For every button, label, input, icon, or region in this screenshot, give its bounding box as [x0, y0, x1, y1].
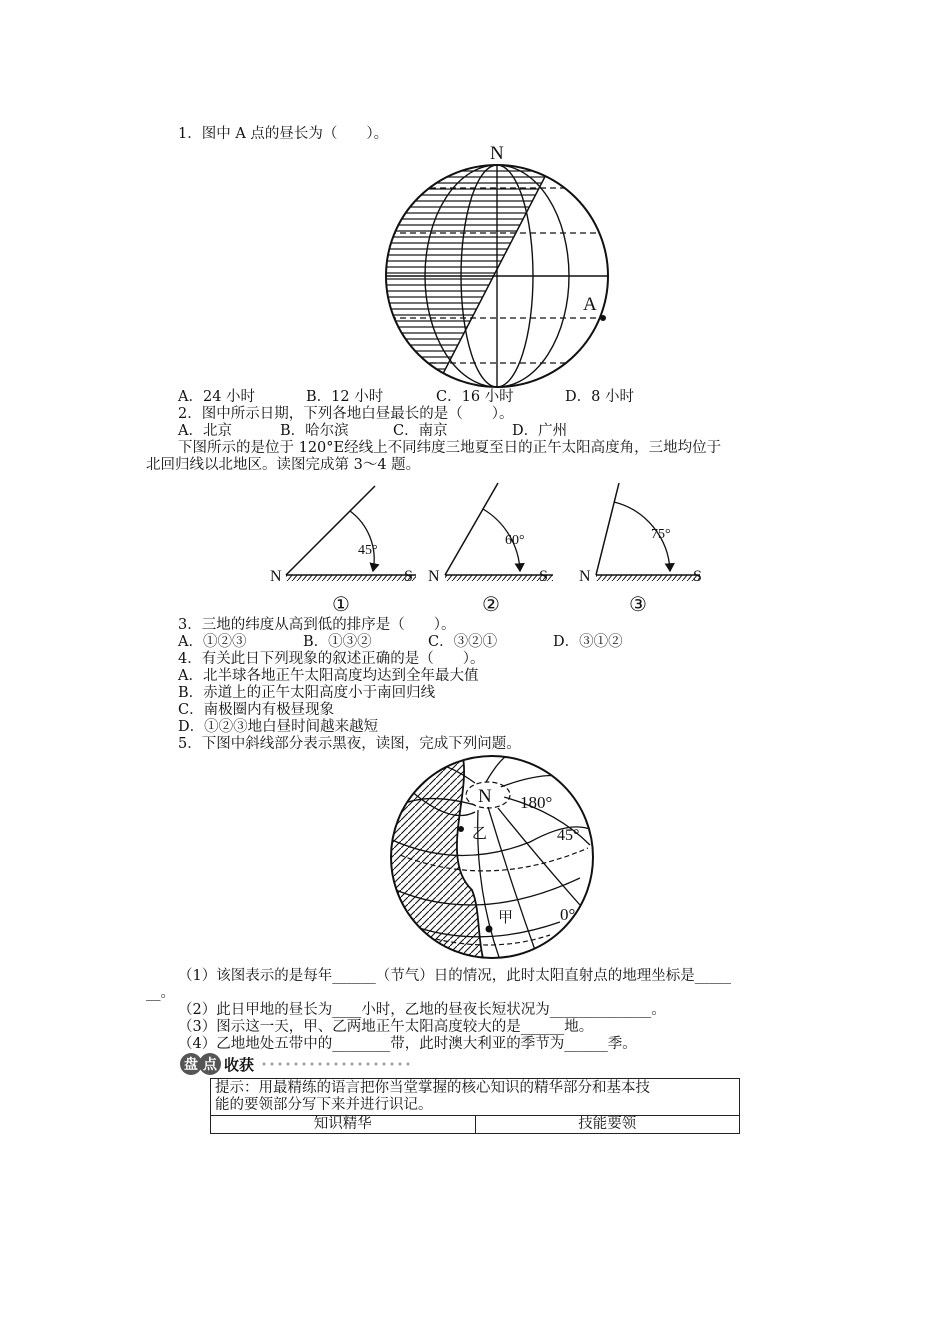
globe2-yi: 乙 — [472, 826, 488, 842]
q2-option-b: B．哈尔滨 — [280, 423, 349, 439]
globe2-jia: 甲 — [498, 910, 514, 926]
q1-option-a: A．24 小时 — [178, 389, 256, 405]
q4-option-d: D．①②③地白昼时间越来越短 — [178, 719, 379, 735]
d1-north: N — [270, 568, 282, 585]
d2-south: S — [539, 568, 548, 585]
intro-line-2: 北回归线以北地区。读图完成第 3～4 题。 — [146, 457, 421, 473]
tip-line-1: 提示：用最精练的语言把你当堂掌握的核心知识的精华部分和基本技 — [215, 1080, 650, 1096]
column-skills: 技能要领 — [475, 1116, 740, 1134]
logo-tail: 收获 — [224, 1055, 255, 1074]
q3-stem: 3．三地的纬度从高到低的排序是（ ）。 — [178, 617, 456, 633]
sun-angle-diagrams — [268, 478, 728, 618]
logo-char-2: 点 — [199, 1053, 221, 1075]
q3-option-c: C．③②① — [428, 634, 498, 650]
logo-dots — [260, 1061, 410, 1067]
q1-option-c: C．16 小时 — [436, 389, 514, 405]
summary-table — [210, 1078, 740, 1134]
q4-option-a: A．北半球各地正午太阳高度均达到全年最大值 — [178, 668, 479, 684]
globe-figure-1 — [380, 138, 620, 393]
point-a-label: A — [583, 294, 597, 315]
q2-option-d: D．广州 — [512, 423, 568, 439]
q4-option-c: C．南极圈内有极昼现象 — [178, 702, 335, 718]
globe2-north: N — [478, 786, 492, 807]
globe2-lat0: 0° — [560, 905, 576, 924]
d2-mark: ② — [482, 594, 500, 616]
north-label: N — [490, 143, 504, 164]
logo-char-1: 盘 — [180, 1053, 202, 1075]
q2-option-a: A．北京 — [178, 423, 232, 439]
q5-sub3: （3）图示这一天，甲、乙两地正午太阳高度较大的是______地。 — [178, 1019, 594, 1035]
d3-angle: 75° — [651, 527, 671, 542]
d2-north: N — [428, 568, 440, 585]
sun-angle-diagram-2 — [428, 483, 553, 616]
sun-angle-diagram-3 — [579, 483, 702, 616]
q5-stem: 5．下图中斜线部分表示黑夜，读图，完成下列问题。 — [178, 736, 521, 752]
d3-south: S — [693, 568, 702, 585]
d1-mark: ① — [332, 594, 350, 616]
yi-dot — [458, 826, 464, 832]
column-knowledge: 知识精华 — [211, 1116, 476, 1134]
summary-tip — [211, 1079, 740, 1116]
q5-sub1-line2: __。 — [146, 985, 175, 1001]
q3-option-d: D．③①② — [553, 634, 623, 650]
globe2-lon180: 180° — [520, 793, 553, 812]
d1-south: S — [404, 568, 413, 585]
q1-option-b: B．12 小时 — [306, 389, 384, 405]
tip-line-2: 能的要领部分写下来并进行识记。 — [215, 1097, 433, 1113]
q2-option-c: C．南京 — [393, 423, 448, 439]
q5-sub1-line1: （1）该图表示的是每年______（节气）日的情况，此时太阳直射点的地理坐标是_____ — [178, 968, 731, 984]
sun-angle-diagram-1 — [270, 486, 416, 616]
q5-sub4: （4）乙地地处五带中的________带，此时澳大利亚的季节为______季。 — [178, 1036, 637, 1052]
point-a-dot — [600, 315, 606, 321]
q5-sub2: （2）此日甲地的昼长为____小时，乙地的昼夜长短状况为______________。 — [178, 1002, 666, 1018]
d3-mark: ③ — [629, 594, 647, 616]
q4-stem: 4．有关此日下列现象的叙述正确的是（ ）。 — [178, 651, 485, 667]
globe2-lon45: 45° — [557, 827, 580, 844]
q4-option-b: B．赤道上的正午太阳高度小于南回归线 — [178, 685, 436, 701]
jia-dot — [486, 926, 493, 933]
d3-north: N — [579, 568, 591, 585]
q3-option-b: B．①③② — [303, 634, 372, 650]
night-hatch — [380, 138, 620, 393]
d1-angle: 45° — [358, 543, 378, 558]
globe-figure-2 — [380, 750, 620, 970]
q2-stem: 2．图中所示日期，下列各地白昼最长的是（ ）。 — [178, 406, 514, 422]
intro-line-1: 下图所示的是位于 120°E经线上不同纬度三地夏至日的正午太阳高度角，三地均位于 — [178, 440, 722, 456]
q1-stem: 1．图中 A 点的昼长为（ ）。 — [178, 126, 389, 142]
summary-logo — [180, 1052, 410, 1076]
q1-option-d: D．8 小时 — [565, 389, 634, 405]
q3-option-a: A．①②③ — [178, 634, 247, 650]
d2-angle: 60° — [505, 533, 525, 548]
